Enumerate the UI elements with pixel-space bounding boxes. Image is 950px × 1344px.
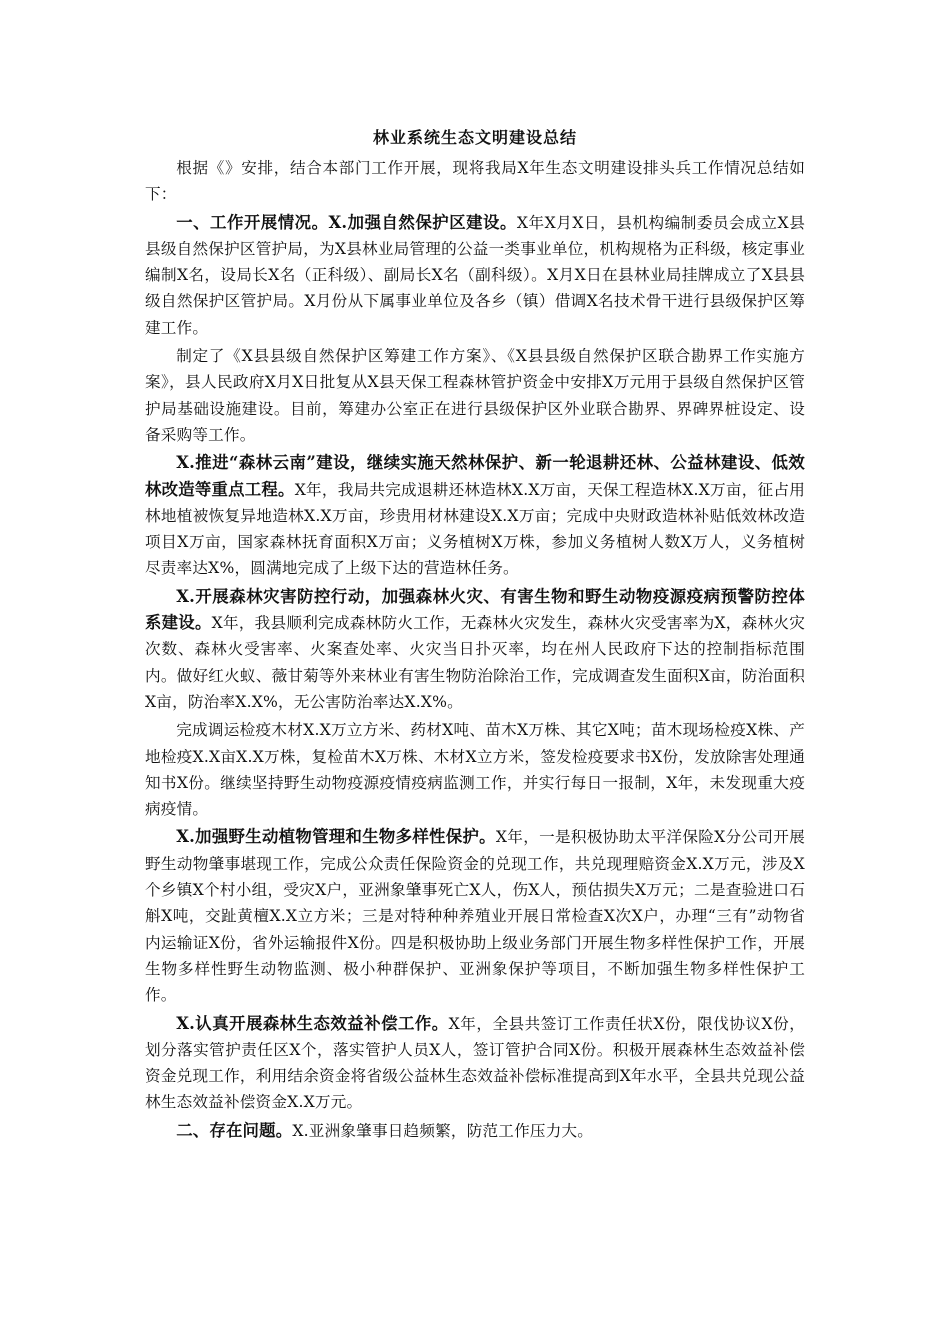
paragraph-biodiversity	[145, 824, 805, 1008]
section-heading: X.开展森林灾害防控行动，加强森林火灾、有害生物和野生动物疫源疫病预警防控体系建设。	[145, 586, 805, 633]
section-heading: 一、工作开展情况。X.加强自然保护区建设。	[176, 212, 517, 232]
paragraph-disaster-prevention	[145, 584, 805, 715]
paragraph-problems	[145, 1118, 805, 1144]
paragraph-reserve-plan	[145, 343, 805, 448]
paragraph-intro	[145, 155, 805, 208]
section-heading: X.加强野生动植物管理和生物多样性保护。	[176, 827, 496, 847]
paragraph-body: X年，我局共完成退耕还林造林X.X万亩，天保工程造林X.X万亩，征占用林地植被恢复异地造林X.X万亩，珍贵用材林建设X.X万亩；完成中央财政造林补贴低效林改造项目X万亩，国家森林抚育面积X万亩；义务植树X万株，参加义务植树人数X万人，义务植树尽责率达X%，圆满地完成了上级下达的营造林任务。	[145, 480, 805, 578]
section-heading: X.推进“森林云南”建设，继续实施天然林保护、新一轮退耕还林、公益林建设、低效林改造等重点工程。	[145, 453, 805, 499]
section-heading: X.认真开展森林生态效益补偿工作。	[176, 1013, 449, 1033]
paragraph-body: X年X月X日，县机构编制委员会成立X县县级自然保护区管护局，为X县林业局管理的公益一类事业单位，机构规格为正科级，核定事业编制X名，设局长X名（正科级）、副局长X名（副科级）。X月X日在县林业局挂牌成立了X县县级自然保护区管护局。X月份从下属事业单位及各乡（镇）借调X名技术骨干进行县级保护区筹建工作。	[145, 213, 805, 337]
paragraph-forest-yunnan	[145, 450, 805, 581]
paragraph-body: X年，全县共签订工作责任状X份，限伐协议X份，划分落实管护责任区X个，落实管护人员X人，签订管护合同X份。积极开展森林生态效益补偿资金兑现工作，利用结余资金将省级公益林生态效益补偿标准提高到X年水平，全县共兑现公益林生态效益补偿资金X.X万元。	[145, 1014, 806, 1112]
section-heading: 二、存在问题。	[176, 1120, 293, 1140]
document-page	[145, 125, 805, 1146]
paragraph-body: 根据《》安排，结合本部门工作开展，现将我局X年生态文明建设排头兵工作情况总结如下：	[145, 159, 805, 204]
paragraph-body: X.亚洲象肇事日趋频繁，防范工作压力大。	[292, 1121, 594, 1140]
paragraph-body: 完成调运检疫木材X.X万立方米、药材X吨、苗木X万株、其它X吨；苗木现场检疫X株、产地检疫X.X亩X.X万株，复检苗木X万株、木材X立方米，签发检疫要求书X份，发放除害处理通知书X份。继续坚持野生动物疫源疫情疫病监测工作，并实行每日一报制，X年，未发现重大疫病疫情。	[145, 721, 805, 819]
document-title: 林业系统生态文明建设总结	[372, 128, 577, 147]
paragraph-body: X年，我县顺利完成森林防火工作，无森林火灾发生，森林火灾受害率为X，森林火灾次数、森林火受害率、火案查处率、火灾当日扑灭率，均在州人民政府下达的控制指标范围内。做好红火蚁、薇甘菊等外来林业有害生物防治除治工作，完成调查发生面积X亩，防治面积X亩，防治率X.X%，无公害防治率达X.X%。	[145, 614, 805, 711]
paragraph-eco-compensation	[145, 1011, 805, 1116]
paragraph-body: X年，一是积极协助太平洋保险X分公司开展野生动物肇事堪现工作，完成公众责任保险资金的兑现工作，共兑现理赔资金X.X万元，涉及X个乡镇X个村小组，受灾X户，亚洲象肇事死亡X人，伤X人，预估损失X万元；二是查验进口石斛X吨，交趾黄檀X.X立方米；三是对特种种养殖业开展日常检查X次X户，办理“三有”动物省内运输证X份，省外运输报件X份。四是积极协助上级业务部门开展生物多样性保护工作，开展生物多样性野生动物监测、极小种群保护、亚洲象保护等项目，不断加强生物多样性保护工作。	[145, 828, 805, 1005]
paragraph-nature-reserve	[145, 210, 805, 341]
paragraph-body: 制定了《X县县级自然保护区筹建工作方案》、《X县县级自然保护区联合勘界工作实施方案》，县人民政府X月X日批复从X县天保工程森林管护资金中安排X万元用于县级自然保护区管护局基础设施建设。目前，筹建办公室正在进行县级保护区外业联合勘界、界碑界桩设定、设备采购等工作。	[145, 347, 805, 444]
paragraph-quarantine	[145, 717, 805, 822]
